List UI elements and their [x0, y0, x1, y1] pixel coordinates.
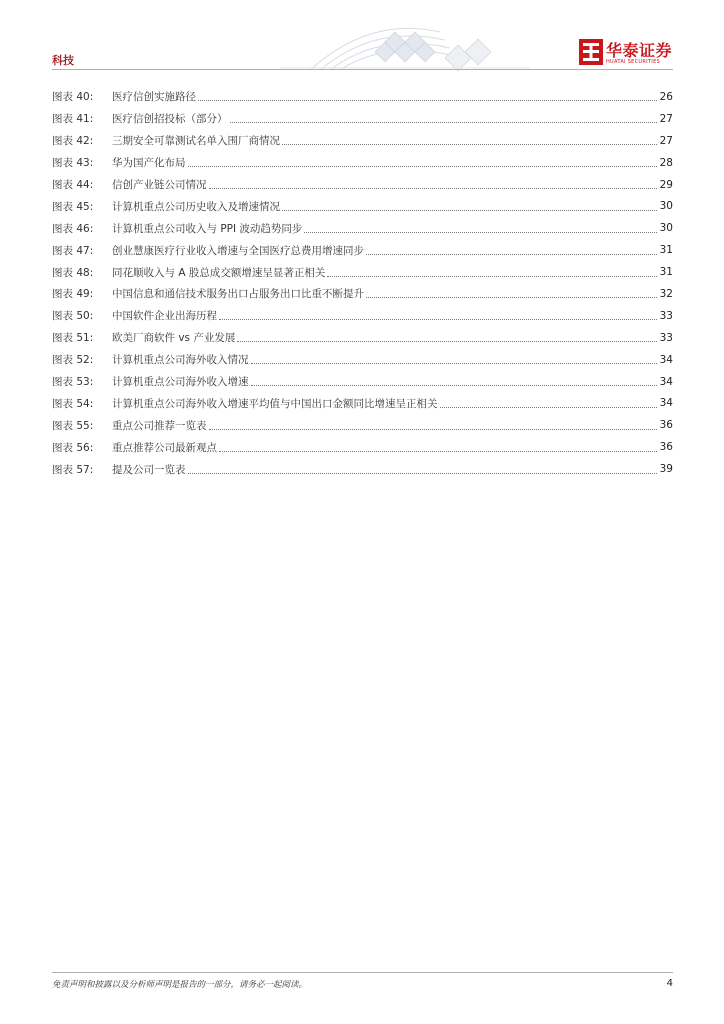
toc-figure-title[interactable]: 医疗信创实施路径: [112, 91, 196, 104]
toc-page-number[interactable]: 31: [659, 266, 673, 279]
toc-figure-label: 图表 53:: [52, 376, 94, 389]
figure-list: [52, 86, 673, 480]
section-label: 科技: [52, 54, 74, 67]
toc-figure-title[interactable]: 重点公司推荐一览表: [112, 419, 207, 432]
toc-figure-title[interactable]: 医疗信创招投标（部分）: [112, 113, 228, 126]
toc-figure-label: 图表 49:: [52, 288, 94, 301]
toc-figure-title[interactable]: 创业慧康医疗行业收入增速与全国医疗总费用增速同步: [112, 244, 364, 257]
toc-entry[interactable]: [52, 414, 673, 436]
toc-figure-label: 图表 56:: [52, 441, 94, 454]
toc-dot-leader: [230, 122, 658, 123]
toc-dot-leader: [327, 276, 657, 277]
toc-figure-title[interactable]: 中国信息和通信技术服务出口占服务出口比重不断提升: [112, 288, 364, 301]
toc-figure-label: 图表 40:: [52, 91, 94, 104]
toc-dot-leader: [209, 429, 658, 430]
toc-page-number[interactable]: 27: [659, 112, 673, 125]
toc-dot-leader: [304, 232, 657, 233]
toc-dot-leader: [219, 451, 657, 452]
toc-page-number[interactable]: 32: [659, 287, 673, 300]
toc-page-number[interactable]: 26: [659, 90, 673, 103]
toc-figure-title[interactable]: 计算机重点公司海外收入情况: [112, 354, 249, 367]
huatai-logo: [579, 38, 679, 70]
toc-page-number[interactable]: 30: [659, 222, 673, 235]
page-number: 4: [666, 978, 673, 989]
toc-figure-title[interactable]: 计算机重点公司收入与 PPI 波动趋势同步: [112, 222, 303, 235]
toc-figure-label: 图表 42:: [52, 135, 94, 148]
toc-figure-title[interactable]: 提及公司一览表: [112, 463, 186, 476]
toc-figure-label: 图表 47:: [52, 244, 94, 257]
toc-figure-label: 图表 41:: [52, 113, 94, 126]
toc-figure-label: 图表 45:: [52, 200, 94, 213]
toc-page-number[interactable]: 29: [659, 178, 673, 191]
toc-entry[interactable]: [52, 283, 673, 305]
toc-figure-title[interactable]: 重点推荐公司最新观点: [112, 441, 217, 454]
toc-dot-leader: [282, 210, 657, 211]
toc-figure-title[interactable]: 信创产业链公司情况: [112, 179, 207, 191]
toc-entry[interactable]: [52, 261, 673, 283]
toc-entry[interactable]: [52, 436, 673, 458]
toc-page-number[interactable]: 36: [659, 419, 673, 432]
logo-text: 华泰证券: [606, 41, 673, 60]
disclaimer-note: 免责声明和披露以及分析师声明是报告的一部分，请务必一起阅读。: [52, 980, 308, 990]
toc-figure-title[interactable]: 欧美厂商软件 vs 产业发展: [112, 332, 236, 345]
toc-entry[interactable]: [52, 305, 673, 327]
toc-dot-leader: [237, 341, 657, 342]
toc-figure-label: 图表 43:: [52, 157, 94, 170]
toc-figure-title[interactable]: 三期安全可靠测试名单入围厂商情况: [112, 135, 280, 148]
toc-entry[interactable]: [52, 327, 673, 349]
toc-dot-leader: [366, 254, 657, 255]
toc-page-number[interactable]: 34: [659, 375, 673, 388]
toc-dot-leader: [440, 407, 658, 408]
toc-figure-label: 图表 46:: [52, 222, 94, 235]
toc-page-number[interactable]: 33: [659, 331, 673, 344]
toc-figure-label: 图表 51:: [52, 332, 94, 345]
toc-dot-leader: [209, 188, 658, 189]
toc-dot-leader: [188, 166, 658, 167]
toc-dot-leader: [366, 297, 657, 298]
toc-figure-label: 图表 52:: [52, 354, 94, 367]
toc-entry[interactable]: [52, 349, 673, 371]
toc-figure-title[interactable]: 计算机重点公司历史收入及增速情况: [112, 200, 280, 213]
logo-subtext: HUATAI SECURITIES: [606, 59, 660, 65]
toc-entry[interactable]: [52, 174, 673, 196]
toc-figure-label: 图表 50:: [52, 310, 94, 323]
toc-figure-label: 图表 57:: [52, 463, 94, 476]
toc-dot-leader: [251, 363, 658, 364]
toc-entry[interactable]: [52, 392, 673, 414]
toc-page-number[interactable]: 33: [659, 309, 673, 322]
toc-entry[interactable]: [52, 217, 673, 239]
toc-entry[interactable]: [52, 458, 673, 480]
toc-dot-leader: [219, 319, 657, 320]
toc-dot-leader: [251, 385, 658, 386]
toc-entry[interactable]: [52, 371, 673, 393]
toc-page-number[interactable]: 36: [659, 441, 673, 454]
toc-page-number[interactable]: 28: [659, 156, 673, 169]
toc-dot-leader: [188, 473, 658, 474]
header-divider: [52, 69, 673, 70]
toc-figure-title[interactable]: 计算机重点公司海外收入增速: [112, 376, 249, 389]
toc-figure-title[interactable]: 计算机重点公司海外收入增速平均值与中国出口金额同比增速呈正相关: [112, 397, 438, 410]
toc-figure-label: 图表 44:: [52, 179, 94, 191]
toc-figure-label: 图表 55:: [52, 419, 94, 432]
toc-page-number[interactable]: 30: [659, 200, 673, 213]
huatai-logo-icon: [579, 39, 603, 65]
toc-page-number[interactable]: 34: [659, 397, 673, 410]
toc-entry[interactable]: [52, 108, 673, 130]
toc-page-number[interactable]: 31: [659, 244, 673, 257]
toc-entry[interactable]: [52, 195, 673, 217]
toc-entry[interactable]: [52, 86, 673, 108]
toc-figure-title[interactable]: 华为国产化布局: [112, 157, 186, 170]
toc-figure-label: 图表 54:: [52, 397, 94, 410]
toc-entry[interactable]: [52, 239, 673, 261]
footer-divider: [52, 972, 673, 973]
toc-figure-label: 图表 48:: [52, 266, 94, 279]
toc-entry[interactable]: [52, 130, 673, 152]
toc-figure-title[interactable]: 中国软件企业出海历程: [112, 310, 217, 323]
toc-dot-leader: [282, 144, 657, 145]
header-decoration: [280, 22, 530, 72]
toc-page-number[interactable]: 27: [659, 134, 673, 147]
page-header: [0, 0, 724, 76]
toc-figure-title[interactable]: 同花顺收入与 A 股总成交额增速呈显著正相关: [112, 266, 326, 279]
toc-page-number[interactable]: 34: [659, 353, 673, 366]
toc-dot-leader: [198, 100, 657, 101]
toc-page-number[interactable]: 39: [659, 463, 673, 476]
toc-entry[interactable]: [52, 152, 673, 174]
